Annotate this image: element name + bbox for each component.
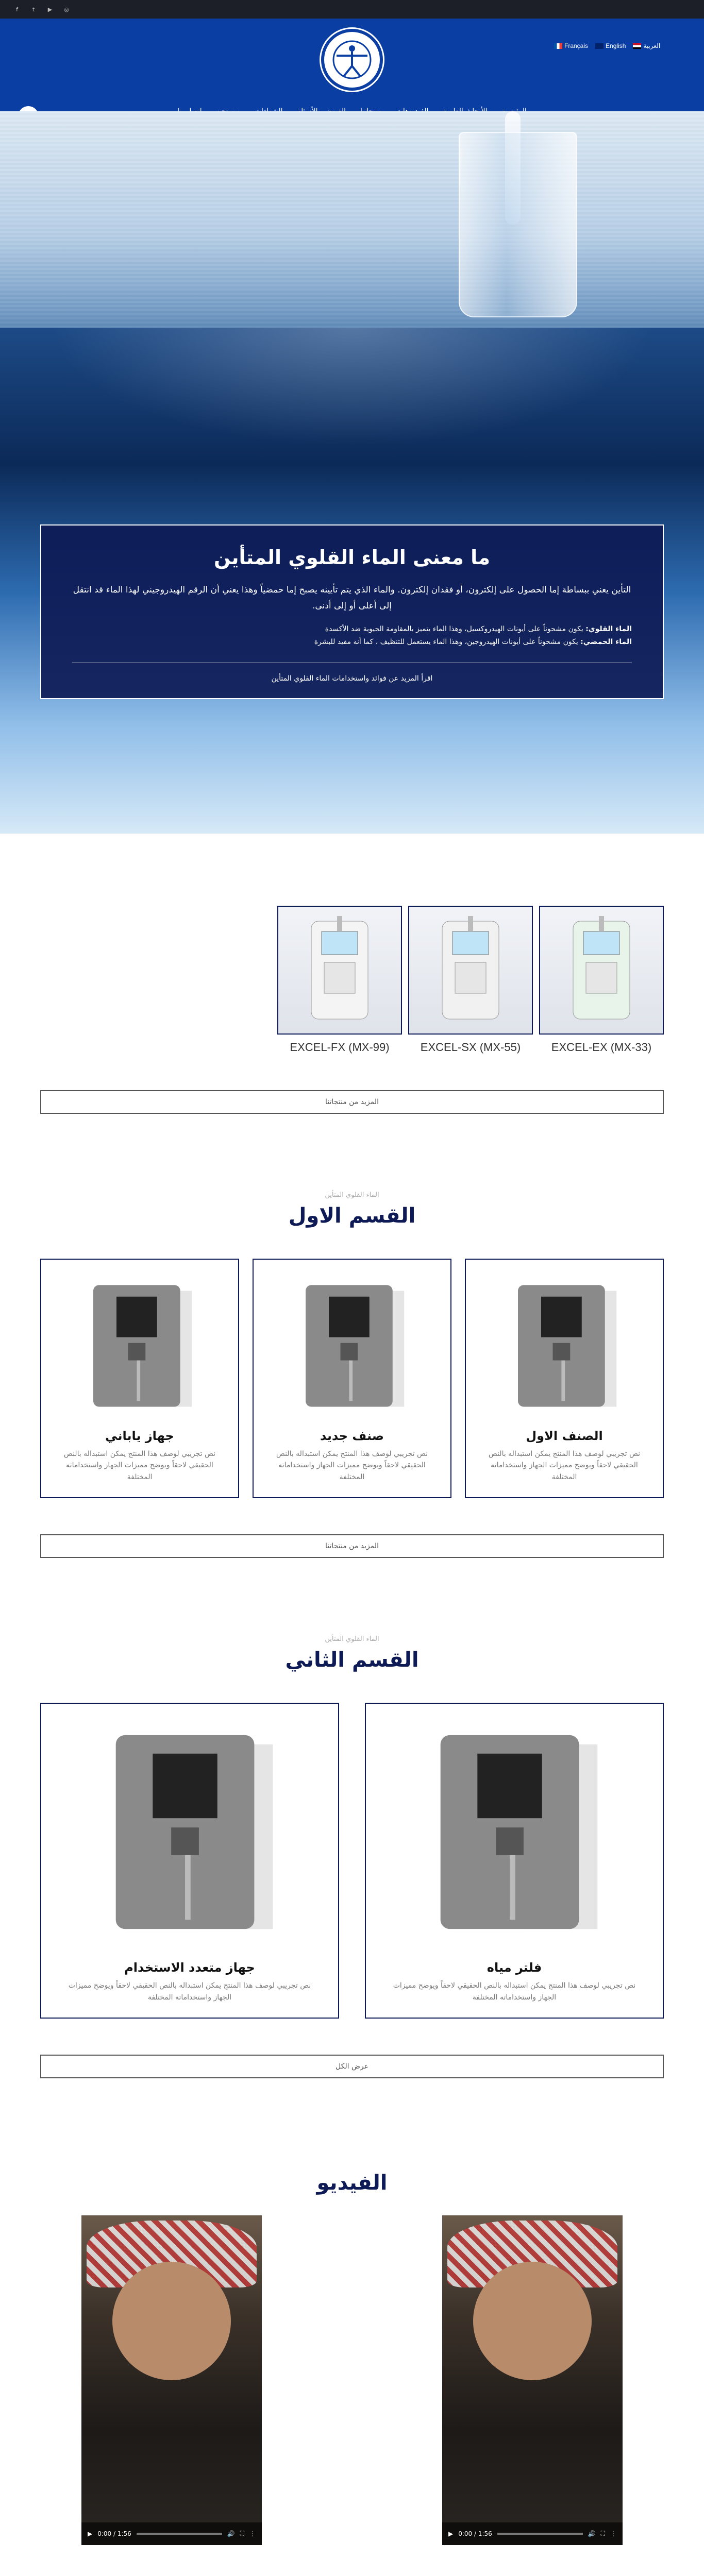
more-options-icon[interactable]: ⋮	[610, 2530, 616, 2537]
intro-title: ما معنى الماء القلوي المتأين	[214, 546, 490, 569]
category-image	[268, 1274, 436, 1423]
facebook-icon[interactable]: f	[16, 6, 18, 13]
instagram-icon[interactable]: ◎	[64, 6, 69, 13]
play-icon[interactable]: ▶	[448, 2530, 454, 2537]
product-name: EXCEL-FX (MX-99)	[290, 1041, 390, 1054]
category-card[interactable]	[253, 1259, 451, 1498]
def-alkaline-label: الماء القلوي:	[585, 625, 632, 634]
product-name: EXCEL-EX (MX-33)	[551, 1041, 652, 1054]
lang-en-label: English	[606, 42, 626, 49]
top-bar	[0, 0, 704, 19]
video-face	[473, 2262, 592, 2380]
product-image[interactable]	[277, 906, 402, 1035]
play-icon[interactable]: ▶	[88, 2530, 93, 2537]
video-progress[interactable]	[497, 2533, 583, 2535]
twitter-icon[interactable]: t	[32, 6, 35, 13]
hero-banner	[0, 111, 704, 463]
def-acidic-label: الماء الحمضي:	[580, 638, 632, 647]
cat2-subtitle: الماء القلوي المتأين	[325, 1635, 379, 1643]
fullscreen-icon[interactable]: ⛶	[600, 2530, 605, 2537]
category-desc: نص تجريبي لوصف هذا المنتج يمكن استبداله بالنص الحقيقي لاحقاً ويوضح مميزات الجهاز واستخداماته المختلفة	[393, 1981, 636, 2002]
category-name: فلتر مياه	[487, 1960, 542, 1975]
intro-definitions	[72, 623, 632, 649]
category-desc: نص تجريبي لوصف هذا المنتج يمكن استبداله بالنص الحقيقي لاحقاً ويوضح مميزات الجهاز واستخداماته المختلفة	[63, 1450, 216, 1481]
products-section	[0, 834, 704, 1155]
videos-title: الفيديو	[316, 2171, 388, 2195]
category-desc: نص تجريبي لوصف هذا المنتج يمكن استبداله بالنص الحقيقي لاحقاً ويوضح مميزات الجهاز واستخداماته المختلفة	[488, 1450, 641, 1481]
language-switcher	[554, 42, 660, 49]
product-card[interactable]	[539, 906, 664, 1054]
product-card[interactable]	[277, 906, 402, 1054]
video-time: 0:00 / 1:56	[97, 2530, 131, 2537]
category-image	[62, 1718, 317, 1955]
site-header	[0, 19, 704, 111]
ionizer-device-icon	[432, 916, 509, 1024]
category-name: جهاز متعدد الاستخدام	[124, 1960, 255, 1975]
product-image[interactable]	[539, 906, 664, 1035]
lang-ar-label: العربية	[643, 42, 661, 49]
def-acidic-text: يكون مشحوناً على أيونات الهيدروجين، وهذا الماء يستعمل للتنظيف ، كما أنه مفيد للبشرة	[314, 638, 578, 647]
category-name: صنف جديد	[320, 1429, 384, 1443]
volume-icon[interactable]: 🔊	[588, 2530, 596, 2537]
category-name: جهاز ياباني	[105, 1429, 174, 1443]
ionizer-device-icon	[92, 1726, 288, 1947]
water-glass-image	[459, 132, 577, 317]
lang-fr-label: Français	[564, 42, 589, 49]
category-card[interactable]	[40, 1259, 239, 1498]
video-face	[112, 2262, 231, 2380]
more-options-icon[interactable]: ⋮	[249, 2530, 256, 2537]
category-image	[56, 1274, 224, 1423]
cat2-row	[40, 1703, 664, 2019]
cat1-title: القسم الاول	[288, 1204, 416, 1228]
video-controls	[442, 2522, 623, 2545]
video-progress[interactable]	[137, 2533, 222, 2535]
fullscreen-icon[interactable]: ⛶	[240, 2530, 244, 2537]
vitruvian-logo-icon	[331, 39, 373, 80]
cat1-row	[40, 1259, 664, 1498]
category-desc: نص تجريبي لوصف هذا المنتج يمكن استبداله بالنص الحقيقي لاحقاً ويوضح مميزات الجهاز واستخداماته المختلفة	[68, 1981, 311, 2002]
category-image	[480, 1274, 648, 1423]
intro-card	[40, 524, 664, 699]
def-alkaline-text: يكون مشحوناً على أيونات الهيدروكسيل، وهذا الماء يتميز بالمقاومة الحيوية ضد الأكسدة	[325, 625, 583, 634]
category-image	[387, 1718, 642, 1955]
lang-en[interactable]	[595, 42, 626, 49]
category-card[interactable]	[465, 1259, 664, 1498]
intro-read-more-link[interactable]: اقرأ المزيد عن فوائد واستخدامات الماء القلوي المتأين	[72, 663, 632, 683]
category-name: الصنف الاول	[526, 1429, 603, 1443]
category-card[interactable]	[40, 1703, 339, 2019]
flag-fr-icon	[554, 43, 562, 49]
cat2-more-button[interactable]: عرض الكل	[40, 2055, 664, 2078]
site-logo[interactable]	[321, 29, 383, 91]
category-desc: نص تجريبي لوصف هذا المنتج يمكن استبداله بالنص الحقيقي لاحقاً ويوضح مميزات الجهاز واستخداماته المختلفة	[276, 1450, 428, 1481]
videos-row	[40, 2215, 664, 2545]
video-player[interactable]	[81, 2215, 262, 2545]
def-alkaline	[72, 623, 632, 636]
def-acidic	[72, 636, 632, 649]
ionizer-device-icon	[293, 1279, 411, 1418]
video-player[interactable]	[442, 2215, 623, 2545]
category-card[interactable]	[365, 1703, 664, 2019]
hero-water	[0, 328, 704, 463]
lang-ar[interactable]	[633, 42, 660, 49]
lang-fr[interactable]	[554, 42, 588, 49]
products-row	[40, 906, 664, 1054]
product-image[interactable]	[408, 906, 533, 1035]
product-name: EXCEL-SX (MX-55)	[420, 1041, 521, 1054]
ionizer-device-icon	[80, 1279, 199, 1418]
flag-en-icon	[595, 43, 604, 49]
volume-icon[interactable]: 🔊	[227, 2530, 235, 2537]
video-controls	[81, 2522, 262, 2545]
ionizer-device-icon	[416, 1726, 612, 1947]
video-time: 0:00 / 1:56	[458, 2530, 492, 2537]
category-two-section	[0, 1599, 704, 2120]
ionizer-device-icon	[301, 916, 378, 1024]
cat1-more-button[interactable]: المزيد من منتجاتنا	[40, 1534, 664, 1558]
product-card[interactable]	[408, 906, 533, 1054]
intro-text: التأين يعني ببساطة إما الحصول على إلكترون، أو فقدان إلكترون. والماء الذي يتم تأيينه يصبح إما حمضياً وهذا يعني أن الرقم الهيدروجيني لهذا الماء قد انتقل إلى أعلى أو إلى أدنى.	[73, 585, 631, 611]
social-links	[10, 3, 73, 16]
cat2-title: القسم الثاني	[285, 1648, 419, 1672]
youtube-icon[interactable]: ▶	[47, 6, 53, 13]
cat1-subtitle: الماء القلوي المتأين	[325, 1191, 379, 1199]
intro-section	[0, 463, 704, 834]
category-one-section	[0, 1155, 704, 1599]
more-products-button[interactable]: المزيد من منتجاتنا	[40, 1090, 664, 1114]
ionizer-device-icon	[563, 916, 640, 1024]
videos-section	[0, 2120, 704, 2576]
ionizer-device-icon	[505, 1279, 624, 1418]
flag-ar-icon	[633, 43, 641, 49]
